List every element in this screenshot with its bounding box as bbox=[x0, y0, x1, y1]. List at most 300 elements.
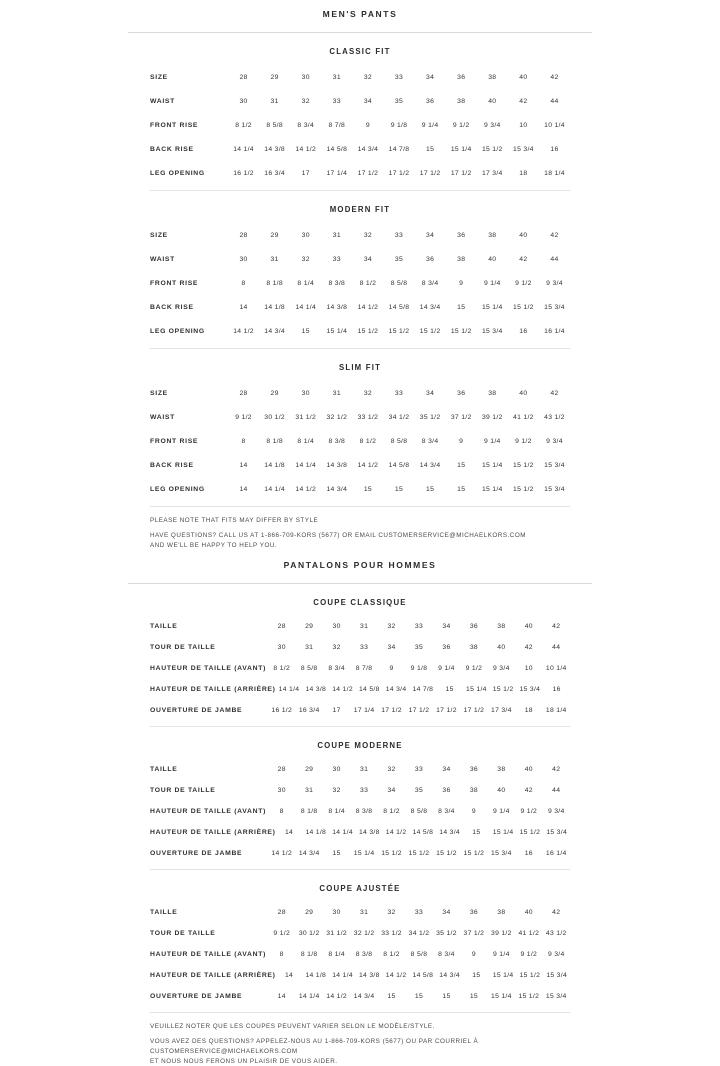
contact-note-en-line1: HAVE QUESTIONS? CALL US AT 1-866-709-KORS (5677) OR EMAIL CUSTOMERSERVICE@MICHAELKORS.COM bbox=[150, 531, 526, 539]
cell-value: 8 bbox=[241, 437, 246, 445]
cell-value: 10 bbox=[519, 121, 528, 129]
cell-value: 10 1/4 bbox=[544, 121, 565, 129]
table-row bbox=[150, 223, 570, 247]
cell-value: 14 1/8 bbox=[305, 829, 327, 837]
table-row bbox=[150, 405, 570, 429]
cell-value: 17 1/2 bbox=[419, 169, 441, 177]
cell-value: 9 1/8 bbox=[410, 665, 428, 673]
cell-value: 15 3/4 bbox=[513, 145, 534, 153]
cell-value: 14 5/8 bbox=[388, 303, 410, 311]
cell-value: 15 1/4 bbox=[481, 485, 503, 493]
table-row bbox=[150, 65, 570, 89]
table-title: COUPE CLASSIQUE bbox=[313, 598, 407, 608]
contact-note-fr-line1: VOUS AVEZ DES QUESTIONS? APPELEZ-NOUS AU 1-866-709-KORS (5677) OU PAR COURRIEL À CUSTOMERSERVICE@MICHAELKORS.COM bbox=[150, 1038, 479, 1055]
row-label: WAIST bbox=[150, 413, 176, 421]
cell-value: 15 bbox=[426, 145, 435, 153]
cell-value: 29 bbox=[305, 766, 314, 774]
notes-fr bbox=[150, 1022, 570, 1066]
cell-value: 42 bbox=[550, 231, 559, 239]
cell-value: 17 3/4 bbox=[491, 707, 512, 715]
cell-value: 15 bbox=[414, 993, 424, 1001]
cell-value: 36 bbox=[457, 73, 466, 81]
cell-value: 30 bbox=[239, 97, 248, 105]
cell-value: 34 bbox=[426, 73, 435, 81]
cell-value: 14 1/2 bbox=[295, 145, 317, 153]
cell-value: 31 1/2 bbox=[326, 930, 347, 938]
cell-value: 14 3/4 bbox=[419, 461, 441, 469]
row-label: TOUR DE TAILLE bbox=[150, 644, 216, 652]
table-divider bbox=[150, 348, 570, 349]
cell-value: 30 bbox=[332, 909, 341, 917]
cell-value: 36 bbox=[426, 97, 435, 105]
cell-value: 37 1/2 bbox=[463, 930, 485, 938]
cell-value: 15 1/2 bbox=[519, 972, 541, 980]
cell-value: 15 1/4 bbox=[353, 850, 375, 858]
cell-value: 8 1/4 bbox=[297, 279, 315, 287]
cell-value: 9 bbox=[459, 279, 464, 287]
table-title: SLIM FIT bbox=[338, 363, 382, 372]
cell-value: 14 bbox=[239, 485, 248, 493]
cell-value: 42 bbox=[550, 73, 559, 81]
table-row bbox=[150, 89, 570, 113]
cell-value: 36 bbox=[442, 787, 451, 795]
cell-value: 31 bbox=[360, 623, 369, 631]
table-row bbox=[150, 113, 570, 137]
cell-value: 14 1/2 bbox=[326, 993, 347, 1001]
cell-value: 10 1/4 bbox=[545, 665, 567, 673]
cell-value: 42 bbox=[519, 255, 528, 263]
cell-value: 14 3/4 bbox=[353, 993, 375, 1001]
cell-value: 8 3/8 bbox=[355, 808, 373, 816]
row-label: TOUR DE TAILLE bbox=[150, 787, 216, 795]
row-label: OUVERTURE DE JAMBE bbox=[150, 993, 243, 1001]
cell-value: 8 3/4 bbox=[421, 279, 439, 287]
cell-value: 16 1/2 bbox=[271, 707, 293, 715]
cell-value: 28 bbox=[239, 73, 248, 81]
cell-value: 14 1/4 bbox=[278, 686, 300, 694]
row-label: HAUTEUR DE TAILLE (ARRIÈRE) bbox=[150, 686, 276, 694]
cell-value: 42 bbox=[524, 787, 533, 795]
cell-value: 30 1/2 bbox=[264, 413, 285, 421]
table-title: COUPE AJUSTÉE bbox=[319, 884, 401, 894]
table-divider bbox=[150, 1012, 570, 1013]
cell-value: 42 bbox=[552, 766, 561, 774]
cell-value: 15 bbox=[472, 972, 481, 980]
cell-value: 9 bbox=[471, 951, 476, 959]
row-label: TAILLE bbox=[150, 766, 178, 774]
table-row bbox=[150, 137, 570, 161]
cell-value: 14 1/2 bbox=[357, 303, 379, 311]
cell-value: 9 1/2 bbox=[273, 930, 291, 938]
cell-value: 31 bbox=[305, 787, 314, 795]
cell-value: 16 3/4 bbox=[298, 707, 320, 715]
row-label: OUVERTURE DE JAMBE bbox=[150, 707, 243, 715]
cell-value: 15 1/2 bbox=[513, 303, 534, 311]
cell-value: 28 bbox=[277, 623, 286, 631]
cell-value: 18 bbox=[519, 169, 528, 177]
row-label: FRONT RISE bbox=[150, 437, 199, 445]
table-row bbox=[150, 679, 570, 700]
cell-value: 40 bbox=[524, 909, 533, 917]
cell-value: 15 1/4 bbox=[481, 461, 503, 469]
cell-value: 14 1/4 bbox=[332, 972, 353, 980]
cell-value: 8 1/4 bbox=[297, 437, 315, 445]
cell-value: 9 1/2 bbox=[515, 437, 532, 445]
cell-value: 16 bbox=[552, 686, 561, 694]
cell-value: 14 bbox=[239, 461, 248, 469]
cell-value: 17 1/4 bbox=[326, 169, 348, 177]
cell-value: 15 bbox=[363, 485, 372, 493]
table-row bbox=[150, 944, 570, 965]
row-label: HAUTEUR DE TAILLE (ARRIÈRE) bbox=[150, 829, 276, 837]
cell-value: 14 1/4 bbox=[332, 829, 353, 837]
table-divider bbox=[150, 506, 570, 507]
cell-value: 30 bbox=[332, 766, 341, 774]
cell-value: 36 bbox=[469, 623, 478, 631]
cell-value: 8 5/8 bbox=[300, 665, 318, 673]
cell-value: 33 bbox=[414, 766, 424, 774]
contact-note-en-line2: AND WE'LL BE HAPPY TO HELP YOU. bbox=[150, 541, 278, 549]
cell-value: 15 1/2 bbox=[463, 850, 485, 858]
cell-value: 42 bbox=[552, 623, 561, 631]
cell-value: 14 3/4 bbox=[439, 829, 460, 837]
cell-value: 35 bbox=[414, 787, 424, 795]
cell-value: 15 bbox=[301, 327, 310, 335]
cell-value: 33 bbox=[394, 231, 404, 239]
cell-value: 28 bbox=[239, 231, 248, 239]
cell-value: 8 1/4 bbox=[328, 808, 345, 816]
cell-value: 8 7/8 bbox=[328, 121, 346, 129]
contact-note-en bbox=[150, 531, 570, 551]
cell-value: 15 3/4 bbox=[546, 972, 568, 980]
cell-value: 9 1/2 bbox=[465, 665, 483, 673]
cell-value: 8 1/2 bbox=[273, 665, 291, 673]
cell-value: 15 1/4 bbox=[492, 972, 514, 980]
cell-value: 14 bbox=[277, 993, 286, 1001]
cell-value: 41 1/2 bbox=[518, 930, 540, 938]
cell-value: 31 bbox=[332, 389, 341, 397]
cell-value: 15 3/4 bbox=[481, 327, 503, 335]
cell-value: 30 bbox=[239, 255, 248, 263]
cell-value: 9 3/4 bbox=[547, 808, 565, 816]
french-section-header bbox=[0, 560, 720, 584]
cell-value: 8 3/4 bbox=[297, 121, 315, 129]
cell-value: 15 1/2 bbox=[357, 327, 379, 335]
table-row bbox=[150, 271, 570, 295]
cell-value: 40 bbox=[524, 623, 533, 631]
cell-value: 15 1/2 bbox=[518, 993, 540, 1001]
cell-value: 31 bbox=[360, 909, 369, 917]
cell-value: 14 1/2 bbox=[295, 485, 317, 493]
cell-value: 29 bbox=[305, 623, 314, 631]
cell-value: 16 3/4 bbox=[264, 169, 285, 177]
cell-value: 34 bbox=[387, 644, 396, 652]
cell-value: 9 3/4 bbox=[547, 951, 565, 959]
cell-value: 9 3/4 bbox=[493, 665, 510, 673]
size-table-coupe-moderne bbox=[150, 759, 570, 864]
cell-value: 44 bbox=[550, 97, 559, 105]
cell-value: 16 bbox=[519, 327, 528, 335]
cell-value: 14 1/4 bbox=[298, 993, 320, 1001]
cell-value: 36 bbox=[442, 644, 451, 652]
cell-value: 14 1/2 bbox=[233, 327, 254, 335]
contact-note-fr-line2: ET NOUS NOUS FERONS UN PLAISIR DE VOUS AIDER. bbox=[150, 1057, 338, 1065]
cell-value: 39 1/2 bbox=[481, 413, 503, 421]
cell-value: 15 1/2 bbox=[481, 145, 503, 153]
row-label: HAUTEUR DE TAILLE (AVANT) bbox=[150, 808, 267, 816]
cell-value: 15 bbox=[457, 485, 466, 493]
cell-value: 32 bbox=[301, 97, 310, 105]
cell-value: 43 1/2 bbox=[544, 413, 565, 421]
cell-value: 34 1/2 bbox=[408, 930, 430, 938]
cell-value: 38 bbox=[469, 787, 478, 795]
cell-value: 8 1/8 bbox=[300, 951, 318, 959]
cell-value: 36 bbox=[469, 766, 478, 774]
cell-value: 41 1/2 bbox=[513, 413, 534, 421]
cell-value: 14 1/4 bbox=[295, 461, 317, 469]
section-slim-fit bbox=[150, 363, 570, 501]
cell-value: 18 1/4 bbox=[545, 707, 567, 715]
cell-value: 9 1/8 bbox=[390, 121, 408, 129]
cell-value: 36 bbox=[426, 255, 435, 263]
cell-value: 14 1/2 bbox=[385, 972, 407, 980]
cell-value: 31 bbox=[332, 231, 341, 239]
cell-value: 14 3/8 bbox=[326, 303, 348, 311]
cell-value: 17 1/2 bbox=[388, 169, 410, 177]
table-row bbox=[150, 700, 570, 721]
cell-value: 14 3/8 bbox=[305, 686, 327, 694]
cell-value: 14 1/4 bbox=[295, 303, 317, 311]
cell-value: 44 bbox=[552, 644, 561, 652]
cell-value: 15 1/2 bbox=[419, 327, 441, 335]
row-label: LEG OPENING bbox=[150, 327, 205, 335]
cell-value: 9 1/2 bbox=[520, 951, 538, 959]
cell-value: 14 1/4 bbox=[264, 485, 285, 493]
cell-value: 14 5/8 bbox=[358, 686, 380, 694]
row-label: HAUTEUR DE TAILLE (AVANT) bbox=[150, 665, 267, 673]
cell-value: 9 1/2 bbox=[515, 279, 532, 287]
table-row bbox=[150, 965, 570, 986]
cell-value: 43 1/2 bbox=[545, 930, 567, 938]
page-title-en: MEN'S PANTS bbox=[322, 9, 398, 19]
main-divider-fr bbox=[128, 583, 592, 584]
cell-value: 15 3/4 bbox=[544, 485, 565, 493]
cell-value: 14 7/8 bbox=[388, 145, 410, 153]
cell-value: 15 1/2 bbox=[450, 327, 472, 335]
fit-note-en: PLEASE NOTE THAT FITS MAY DIFFER BY STYLE bbox=[150, 517, 319, 524]
cell-value: 15 3/4 bbox=[546, 829, 568, 837]
cell-value: 30 bbox=[301, 73, 310, 81]
cell-value: 40 bbox=[497, 644, 506, 652]
size-table-classic-fit bbox=[150, 65, 570, 185]
cell-value: 15 1/2 bbox=[436, 850, 457, 858]
cell-value: 28 bbox=[239, 389, 248, 397]
cell-value: 9 1/4 bbox=[483, 279, 501, 287]
cell-value: 14 1/2 bbox=[332, 686, 353, 694]
table-row bbox=[150, 759, 570, 780]
cell-value: 15 bbox=[472, 829, 481, 837]
cell-value: 8 3/8 bbox=[328, 279, 346, 287]
cell-value: 35 bbox=[414, 644, 424, 652]
cell-value: 15 bbox=[332, 850, 341, 858]
table-row bbox=[150, 801, 570, 822]
cell-value: 14 1/2 bbox=[271, 850, 293, 858]
cell-value: 18 bbox=[524, 707, 533, 715]
cell-value: 15 1/2 bbox=[513, 461, 534, 469]
cell-value: 9 1/4 bbox=[483, 437, 501, 445]
table-row bbox=[150, 986, 570, 1007]
row-label: BACK RISE bbox=[150, 461, 194, 469]
cell-value: 14 5/8 bbox=[326, 145, 348, 153]
cell-value: 15 bbox=[394, 485, 404, 493]
cell-value: 17 1/2 bbox=[450, 169, 472, 177]
row-label: LEG OPENING bbox=[150, 485, 205, 493]
cell-value: 33 bbox=[414, 909, 424, 917]
cell-value: 8 5/8 bbox=[410, 951, 428, 959]
table-row bbox=[150, 658, 570, 679]
cell-value: 15 1/4 bbox=[481, 303, 503, 311]
row-label: WAIST bbox=[150, 97, 176, 105]
cell-value: 14 7/8 bbox=[412, 686, 434, 694]
cell-value: 14 3/4 bbox=[298, 850, 320, 858]
table-row bbox=[150, 247, 570, 271]
cell-value: 30 bbox=[301, 389, 310, 397]
row-label: OUVERTURE DE JAMBE bbox=[150, 850, 243, 858]
table-row bbox=[150, 923, 570, 944]
cell-value: 17 1/2 bbox=[436, 707, 457, 715]
table-row bbox=[150, 616, 570, 637]
cell-value: 33 1/2 bbox=[381, 930, 402, 938]
cell-value: 8 3/4 bbox=[328, 665, 345, 673]
cell-value: 30 1/2 bbox=[298, 930, 320, 938]
cell-value: 15 3/4 bbox=[544, 303, 565, 311]
table-divider bbox=[150, 190, 570, 191]
cell-value: 15 1/2 bbox=[388, 327, 410, 335]
row-label: BACK RISE bbox=[150, 145, 194, 153]
cell-value: 8 1/8 bbox=[266, 437, 283, 445]
cell-value: 34 bbox=[363, 97, 372, 105]
cell-value: 15 bbox=[445, 686, 454, 694]
cell-value: 15 1/2 bbox=[513, 485, 534, 493]
row-label: HAUTEUR DE TAILLE (ARRIÈRE) bbox=[150, 972, 276, 980]
cell-value: 33 bbox=[394, 389, 404, 397]
cell-value: 14 3/4 bbox=[385, 686, 407, 694]
cell-value: 14 3/4 bbox=[439, 972, 460, 980]
table-divider bbox=[150, 726, 570, 727]
cell-value: 8 3/4 bbox=[421, 437, 439, 445]
cell-value: 18 1/4 bbox=[544, 169, 565, 177]
cell-value: 32 bbox=[332, 644, 341, 652]
cell-value: 8 bbox=[279, 951, 284, 959]
cell-value: 15 3/4 bbox=[544, 461, 565, 469]
cell-value: 16 1/4 bbox=[544, 327, 565, 335]
cell-value: 15 1/4 bbox=[491, 993, 512, 1001]
cell-value: 9 1/4 bbox=[438, 665, 455, 673]
cell-value: 38 bbox=[497, 909, 506, 917]
cell-value: 9 bbox=[459, 437, 464, 445]
cell-value: 14 5/8 bbox=[412, 829, 434, 837]
cell-value: 8 3/8 bbox=[328, 437, 346, 445]
cell-value: 31 bbox=[305, 644, 314, 652]
row-label: TOUR DE TAILLE bbox=[150, 930, 216, 938]
cell-value: 15 bbox=[442, 993, 451, 1001]
cell-value: 15 bbox=[387, 993, 396, 1001]
row-label: TAILLE bbox=[150, 909, 178, 917]
cell-value: 29 bbox=[270, 389, 279, 397]
cell-value: 31 bbox=[270, 97, 279, 105]
cell-value: 15 1/4 bbox=[450, 145, 472, 153]
cell-value: 9 1/4 bbox=[421, 121, 439, 129]
cell-value: 8 1/4 bbox=[328, 951, 345, 959]
cell-value: 38 bbox=[488, 231, 497, 239]
cell-value: 35 bbox=[394, 255, 404, 263]
cell-value: 14 3/8 bbox=[358, 972, 380, 980]
cell-value: 9 bbox=[389, 665, 394, 673]
cell-value: 30 bbox=[332, 623, 341, 631]
cell-value: 16 bbox=[524, 850, 533, 858]
cell-value: 28 bbox=[277, 766, 286, 774]
size-table-coupe-ajustee bbox=[150, 902, 570, 1007]
cell-value: 8 1/8 bbox=[300, 808, 318, 816]
table-row bbox=[150, 822, 570, 843]
row-label: WAIST bbox=[150, 255, 176, 263]
cell-value: 42 bbox=[519, 97, 528, 105]
row-label: SIZE bbox=[150, 231, 168, 239]
cell-value: 8 5/8 bbox=[410, 808, 428, 816]
table-row bbox=[150, 319, 570, 343]
cell-value: 14 bbox=[239, 303, 248, 311]
cell-value: 17 1/4 bbox=[353, 707, 375, 715]
cell-value: 40 bbox=[519, 389, 528, 397]
cell-value: 8 5/8 bbox=[390, 279, 408, 287]
cell-value: 29 bbox=[270, 73, 279, 81]
cell-value: 30 bbox=[301, 231, 310, 239]
cell-value: 34 bbox=[442, 766, 451, 774]
cell-value: 35 bbox=[394, 97, 404, 105]
fit-note-fr: VEUILLEZ NOTER QUE LES COUPES PEUVENT VARIER SELON LE MODÈLE/STYLE. bbox=[150, 1023, 435, 1031]
cell-value: 40 bbox=[488, 97, 497, 105]
cell-value: 30 bbox=[277, 787, 286, 795]
table-row bbox=[150, 780, 570, 801]
cell-value: 35 1/2 bbox=[419, 413, 441, 421]
cell-value: 32 bbox=[387, 623, 396, 631]
row-label: SIZE bbox=[150, 389, 168, 397]
cell-value: 14 3/4 bbox=[326, 485, 348, 493]
cell-value: 28 bbox=[277, 909, 286, 917]
cell-value: 34 bbox=[442, 623, 451, 631]
cell-value: 14 5/8 bbox=[412, 972, 434, 980]
cell-value: 37 1/2 bbox=[450, 413, 472, 421]
cell-value: 38 bbox=[497, 623, 506, 631]
cell-value: 14 bbox=[284, 972, 294, 980]
cell-value: 8 bbox=[241, 279, 246, 287]
cell-value: 32 bbox=[387, 909, 396, 917]
cell-value: 38 bbox=[497, 766, 506, 774]
cell-value: 15 bbox=[457, 461, 466, 469]
cell-value: 14 1/4 bbox=[233, 145, 254, 153]
page-title-fr: PANTALONS POUR HOMMES bbox=[283, 560, 437, 571]
cell-value: 9 3/4 bbox=[483, 121, 501, 129]
size-table-coupe-classique bbox=[150, 616, 570, 721]
cell-value: 39 1/2 bbox=[491, 930, 512, 938]
notes-en bbox=[150, 516, 570, 550]
cell-value: 34 bbox=[363, 255, 372, 263]
cell-value: 9 3/4 bbox=[546, 279, 563, 287]
cell-value: 15 3/4 bbox=[491, 850, 512, 858]
cell-value: 40 bbox=[519, 231, 528, 239]
cell-value: 14 3/8 bbox=[326, 461, 348, 469]
cell-value: 9 1/4 bbox=[493, 951, 510, 959]
